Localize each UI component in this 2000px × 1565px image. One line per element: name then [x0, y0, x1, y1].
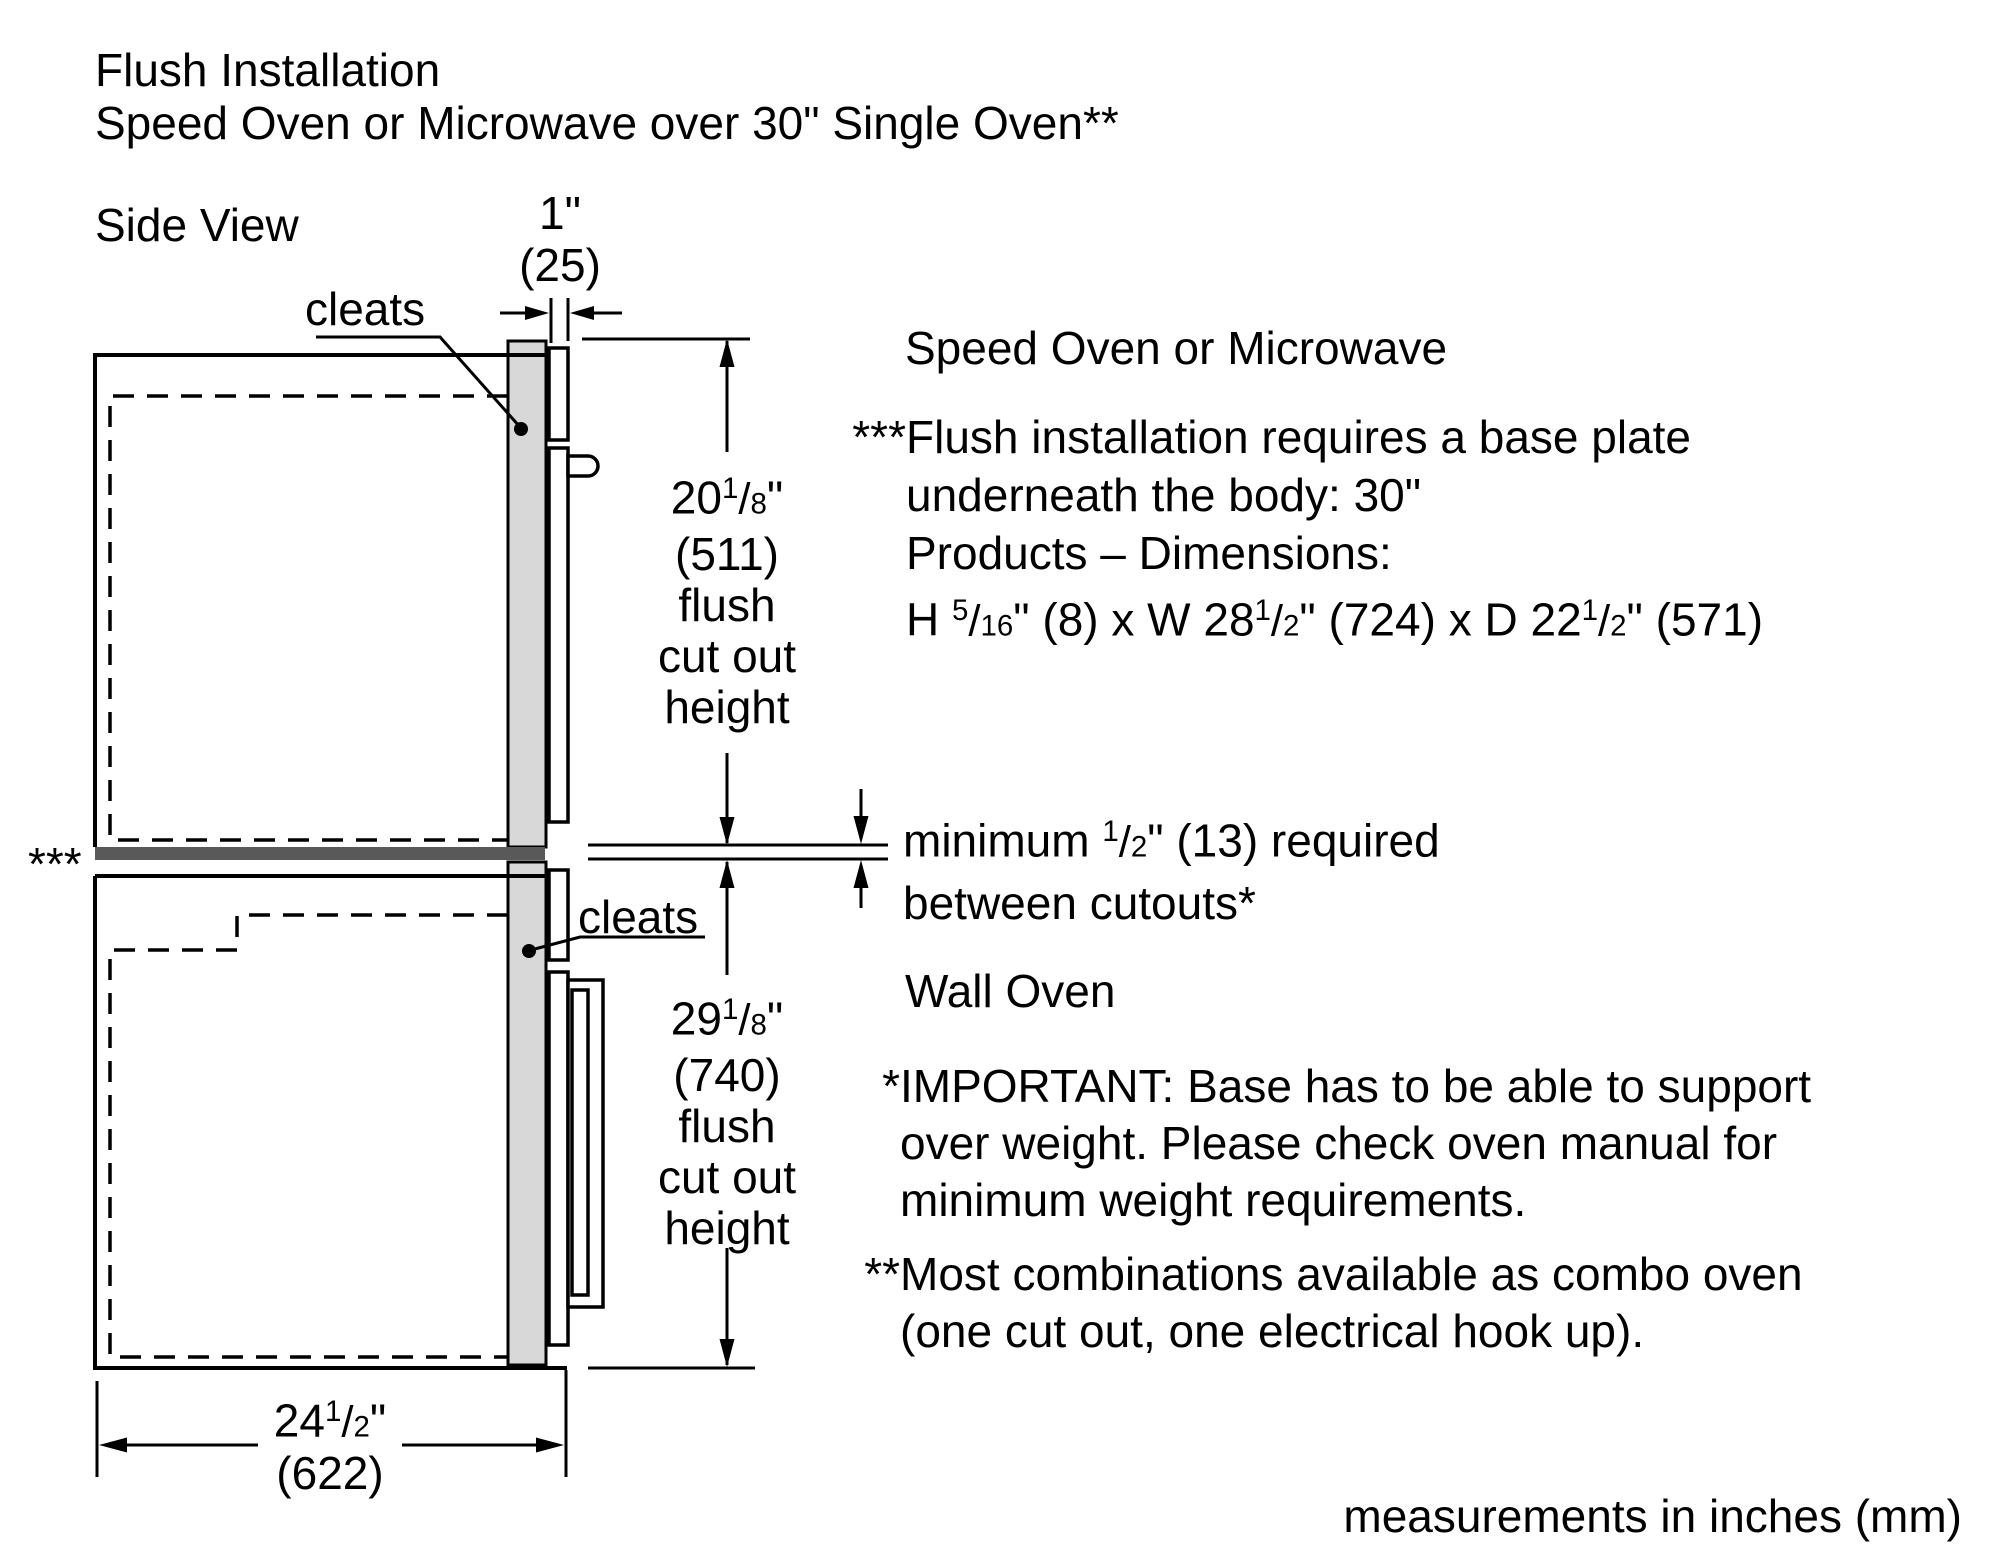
dim-upper-mm: (511)	[675, 528, 779, 581]
dim-upper-desc1: flush	[678, 579, 776, 632]
side-view-label: Side View	[95, 199, 299, 251]
dim-lower-desc1: flush	[678, 1100, 776, 1153]
upper-cabinet-outline	[95, 355, 547, 847]
dim-1in-arrows	[500, 298, 622, 343]
dim-1in-inches: 1"	[539, 187, 581, 239]
dim-upper-desc2: cut out	[657, 630, 797, 683]
flush-note-line4: H $^5$/16" (8) x W $28^1/2$" (724) x D $22^1/2$" (571)	[906, 593, 1764, 646]
speed-oven-handle	[568, 456, 598, 476]
wall-oven-heading: Wall Oven	[905, 965, 1116, 1017]
measurements-footer: measurements in inches (mm)	[1343, 1490, 1962, 1542]
flush-note-line1: Flush installation requires a base plate	[906, 411, 1692, 463]
dim-lower-inches: $29^1/8$"	[670, 992, 784, 1045]
flush-note-asterisks: ***	[852, 411, 906, 463]
combo-note-line1: Most combinations available as combo oven	[900, 1248, 1803, 1300]
dim-lower-label	[627, 984, 827, 1254]
important-note-line1: IMPORTANT: Base has to be able to support	[900, 1060, 1812, 1112]
dim-upper-inches: $20^1/8$"	[670, 471, 784, 524]
page-title-line2: Speed Oven or Microwave over 30" Single Oven**	[95, 97, 1119, 149]
dim-width-inches: $24^1/2$"	[273, 1394, 387, 1447]
speed-oven-door	[549, 348, 598, 822]
combo-note	[864, 1246, 1803, 1360]
gap-lines	[588, 845, 888, 859]
important-note-line3: minimum weight requirements.	[900, 1174, 1527, 1226]
upper-cabinet-dashed	[110, 396, 508, 840]
important-note-line2: over weight. Please check oven manual for	[900, 1117, 1778, 1169]
important-note	[882, 1058, 1812, 1229]
min-gap-note-line1: minimum $^1$/2" (13) required	[903, 814, 1440, 867]
dim-1in-mm: (25)	[519, 239, 601, 291]
page-title-line1: Flush Installation	[95, 44, 441, 96]
important-note-asterisk: *	[882, 1060, 900, 1112]
dim-min-gap	[854, 789, 869, 908]
combo-note-line2: (one cut out, one electrical hook up).	[900, 1305, 1645, 1357]
flush-note-line2: underneath the body: 30"	[906, 469, 1422, 521]
upper-cleat	[508, 341, 546, 847]
cleats-label-upper: cleats	[305, 283, 426, 335]
speed-oven-heading: Speed Oven or Microwave	[905, 322, 1448, 374]
lower-cabinet-dashed	[110, 915, 508, 1357]
cleats-label-lower: cleats	[578, 891, 699, 943]
min-gap-note-line2: between cutouts*	[903, 877, 1256, 930]
flush-note-line3: Products – Dimensions:	[906, 527, 1392, 579]
cleats-leader-upper	[316, 337, 528, 436]
dim-lower-mm: (740)	[673, 1049, 781, 1102]
dim-lower-desc3: height	[664, 1202, 790, 1255]
page-title	[95, 44, 1119, 150]
combo-note-asterisks: **	[864, 1248, 900, 1300]
dim-1in-label	[460, 187, 660, 291]
dim-width-mm: (622)	[276, 1447, 384, 1499]
flush-install-note	[852, 408, 1764, 655]
dim-upper-desc3: height	[664, 681, 790, 734]
dim-lower-desc2: cut out	[657, 1151, 797, 1204]
base-plate-footnote-marker: ***	[28, 838, 82, 890]
min-gap-note	[903, 803, 1440, 932]
base-plate	[95, 847, 545, 860]
dim-upper-label	[627, 463, 827, 733]
lower-cleat	[508, 862, 546, 1365]
